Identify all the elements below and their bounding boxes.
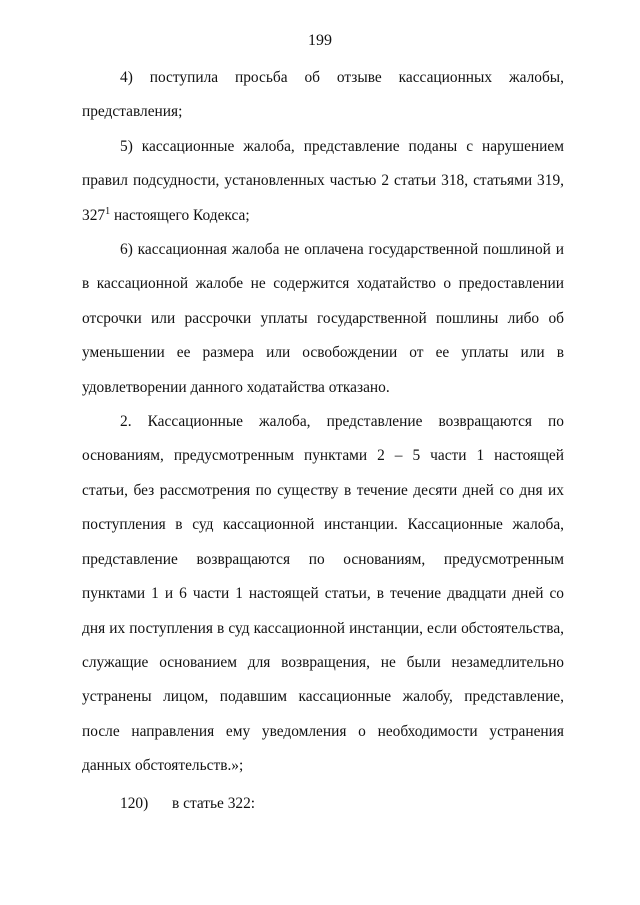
paragraph-item-4: 4) поступила просьба об отзыве кассационных жалобы, представления; (82, 69, 564, 121)
document-body (82, 61, 564, 784)
paragraph-item-5-text: 5) кассационные жалоба, представление поданы с нарушением правил подсудности, установленных частью 2 статьи 318, статьями 319, 327 (82, 137, 564, 224)
item-120 (120, 787, 255, 821)
paragraph-item-5-tail: настоящего Кодекса; (110, 206, 250, 224)
paragraph-item-5 (82, 130, 564, 233)
item-120-text: в статье 322: (172, 795, 256, 812)
page-number: 199 (308, 32, 332, 49)
paragraph-part-2: 2. Кассационные жалоба, представление возвращаются по основаниям, предусмотренным пунктами 2 – 5 части 1 настоящей статьи, без рассмотрения по существу в течение десяти дней со дня их поступления в суд кассационной инстанции. Кассационные жалоба, представление возвращаются по основаниям, предусмотренным пунктами 1 и 6 части 1 настоящей статьи, в течение двадцати дней со дня их поступления в суд кассационной инстанции, если обстоятельства, служащие основанием для возвращения, не были незамедлительно устранены лицом, подавшим кассационные жалобу, представление, после направления ему уведомления о необходимости устранения данных обстоятельств.»; (82, 413, 564, 775)
article-superscript: 1 (105, 205, 111, 217)
paragraph-item-6: 6) кассационная жалоба не оплачена государственной пошлиной и в кассационной жалобе не содержится ходатайство о предоставлении отсрочки или рассрочки уплаты государственной пошлины либо об уменьшении ее размера или освобождении от ее уплаты или в удовлетворении данного ходатайства отказано. (82, 241, 564, 396)
item-120-number: 120) (120, 795, 149, 812)
